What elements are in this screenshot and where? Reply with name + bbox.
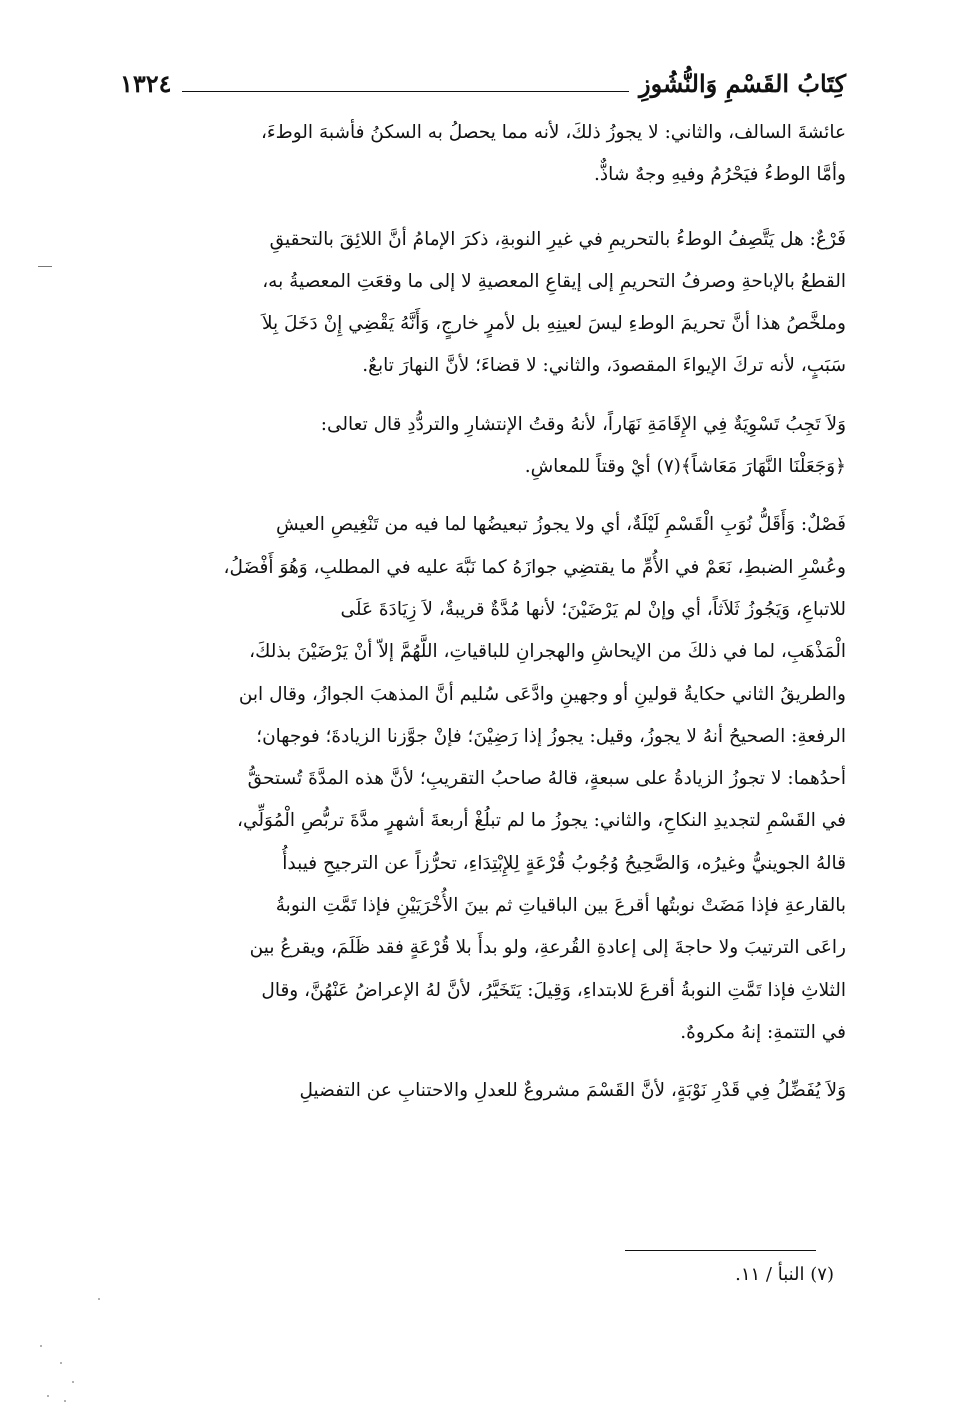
paragraph-3 <box>115 404 846 489</box>
text-line: وَلاَ تَجِبُ تَسْوِيَةٌ فِي الإِقَامَةِ نَهَاراً، لأنهُ وقتُ الإنتشارِ والتردُّدِ قال تعالى: <box>320 413 846 435</box>
text-line: فَصْلٌ: وَأَقَلُّ نُوَبِ الْقَسْمِ لَيْلَةٌ، أي ولا يجوزُ تبعيضُها لما فيه من تَنْغِيصِ العيشِ <box>275 514 846 536</box>
text-line: للاتباعِ، وَيَجُوزُ ثَلاَثاً، أي وإنْ لم يَرْضَيْنَ؛ لأنها مُدَّةٌ قريبةٌ، لاَ زِيَادَةَ عَلَى <box>340 598 846 620</box>
text-line: سَبَبٍ، لأنه تركَ الإيواءَ المقصودَ، والثاني: لا قضاءَ؛ لأنَّ النهارَ تابعٌ. <box>362 355 846 377</box>
page-number: ١٣٢٤ <box>120 69 172 98</box>
scan-speck <box>72 1381 74 1383</box>
text-line: الثلاثِ فإذا تَمَّتِ النوبةُ أقرعَ للابتداءِ، وَقِيلَ: يَتَخَيَّرُ، لأنَّ لهُ الإعراضُ عَنْهُنَّ، وقال <box>261 979 846 1001</box>
footnote: (٧) النبأ / ١١. <box>735 1264 834 1285</box>
text-line: بالقارعةِ فإذا مَضَتْ نوبتُها أقرعَ بين الباقياتِ ثم بينَ الأُخْرَيَيْنِ فإذا تَمَّتِ النوبةُ <box>275 895 846 917</box>
margin-mark <box>38 266 52 267</box>
text-line: الرفعةِ: الصحيحُ أنهُ لا يجوزُ، وقيل: يجوزُ إذا رَضِيْنَ؛ فإنْ جوَّزنا الزيادةَ؛ فوجهان؛ <box>256 725 846 747</box>
text-line: وَلاَ يُفَضِّلُ فِي قَدْرِ نَوْبَةٍ، لأنَّ القَسْمَ مشروعٌ للعدلِ والاحتنابِ عن التفضيلِ <box>299 1080 846 1102</box>
paragraph-5 <box>115 1070 846 1112</box>
text-line: راعَى الترتيبَ ولا حاجةَ إلى إعادةِ القُرعةِ، ولو بدأَ بلا قُرْعَةٍ فقد ظَلَمَ، ويقرعُ بين <box>249 937 846 959</box>
text-line: في القَسْمِ لتجديدِ النكاحِ، والثاني: يجوزُ ما لم تبلُغْ أربعةَ أشهرٍ مدَّةَ تربُّصِ الْمُوَلِّي، <box>236 810 846 832</box>
scan-speck <box>98 1298 100 1300</box>
scan-speck <box>47 1395 49 1397</box>
text-line: ﴿وَجَعَلْنَا النَّهَارَ مَعَاشاً﴾(٧) أيْ وقتاً للمعاشِ. <box>524 456 846 478</box>
text-line: وأمَّا الوطءُ فيَحْرُمُ وفيهِ وجهٌ شاذٌّ. <box>593 164 846 186</box>
text-line: والطريقُ الثاني حكايةُ قولينِ أو وجهينِ وادَّعَى سُليم أنَّ المذهبَ الجوازُ، وقال ابن <box>238 683 846 705</box>
page-header <box>120 58 846 98</box>
text-line: عائشةَ السالف، والثاني: لا يجوزُ ذلكَ، لأنه مما يحصلُ به السكنُ فأشبهَ الوطءَ، <box>260 122 846 143</box>
text-line: أحدُهما: لا تجوزُ الزيادةُ على سبعةٍ، قالهُ صاحبُ التقريبِ؛ لأنَّ هذه المدَّةَ تُستحقُّ <box>247 768 846 790</box>
scan-speck <box>64 1400 66 1402</box>
text-line: في التتمةِ: إنهُ مكروهٌ. <box>680 1021 846 1043</box>
running-title: كِتَابُ القَسْمِ وَالنُّشُوزِ <box>639 69 846 98</box>
text-line: وملخَّصُ هذا أنَّ تحريمَ الوطءِ ليسَ لعينِهِ بل لأمرٍ خارجٍ، وَأَنَّهُ يَقْضِي إِنْ دَخَلَ بِلاَ <box>261 313 846 335</box>
paragraph-1 <box>115 112 846 197</box>
text-line: وعُسْرِ الضبطِ، نَعَمْ في الأُمِّ ما يقتضِي جوازَهُ كما نَبَّهَ عليه في المطلبِ، وَهُوَ أَفْضَلُ، <box>223 556 846 578</box>
text-line: القطعُ بالإباحةِ وصرفُ التحريمِ إلى إيقاعِ المعصيةِ لا إلى ما وقعَتِ المعصيةُ به، <box>262 270 846 292</box>
paragraph-2 <box>115 219 846 388</box>
paragraph-4 <box>115 504 846 1054</box>
text-line: الْمَذْهَبِ، لما في ذلكَ من الإيحاشِ والهجرانِ للباقياتِ، اللَّهُمَّ إلاّ أنْ يَرْضَيْنَ بذلكَ، <box>249 641 846 663</box>
scan-speck <box>40 1345 42 1347</box>
scan-speck <box>60 1362 62 1364</box>
main-text <box>115 112 846 1129</box>
header-rule <box>182 91 629 92</box>
footnote-separator <box>625 1250 816 1251</box>
text-line: فَرْعٌ: هل يَتَّصِفُ الوطءُ بالتحريمِ في غيرِ النوبةِ، ذكرَ الإمامُ أنَّ اللائِقَ بالتحقيقِ <box>269 228 846 250</box>
text-line: قالهُ الجوينيُّ وغيرُه، وَالصَّحِيحُ وُجُوبُ قُرْعَةٍ لِلإِبْتِدَاءِ، تحرُّزاً عن الترجيحِ فيبدأُ <box>282 852 846 874</box>
